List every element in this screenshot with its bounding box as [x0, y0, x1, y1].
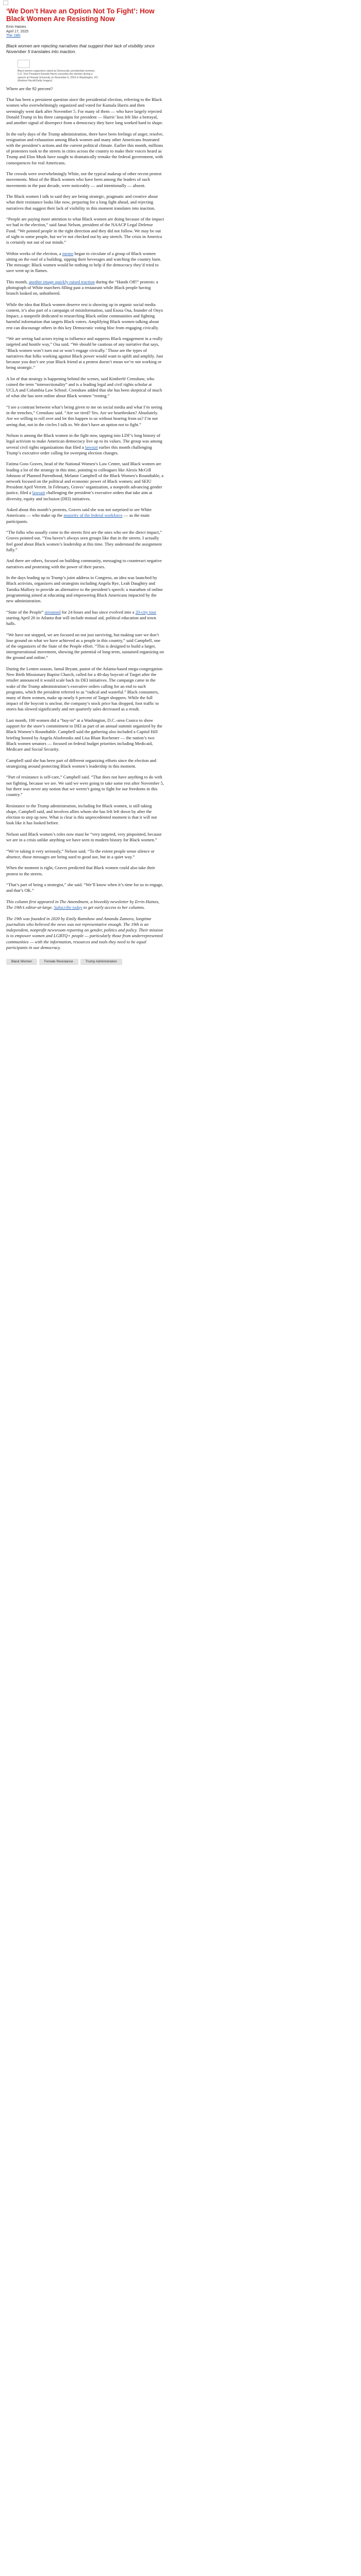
paragraph-text: during the “Hands Off!” protests: a photograph of White marchers filling past a restaurant while Black people having brunch looked on, unbothered. — [6, 279, 158, 296]
paragraph-text: for 24 hours and has since evolved into a — [60, 609, 136, 615]
paragraph-text: earlier this month challenging Trump’s executive order calling for sweeping election changes. — [6, 444, 152, 455]
byline-author: Errin Haines — [6, 25, 26, 29]
inline-link[interactable]: 20-city tour — [135, 609, 156, 615]
paragraph-text: “People are paying more attention to what Black women are doing because of the impact we had in the election,” said Janai Nelson, president of the NAACP Legal Defense Fund. “We pointed people in the right direction and they did not follow. We may be out of sight to some people, but we’re not checked out by any stretch. The crisis in America is certainly not out of our minds.” — [6, 216, 164, 245]
paragraph-text: The Black women I talk to said they are being strategic, pragmatic and creative about what their resistance looks like now, preparing for a long fight ahead, and rejecting narratives that suggest their lack of visibility in this moment translates into inaction. — [6, 194, 158, 211]
article-paragraph — [6, 609, 164, 627]
article-paragraph — [6, 899, 164, 910]
inline-link[interactable]: Subscribe today — [54, 905, 83, 910]
paragraph-text: “State of the People” — [6, 609, 45, 615]
tag-list — [6, 956, 164, 968]
article-paragraph — [6, 194, 164, 211]
article-paragraph — [6, 575, 164, 604]
article-paragraph — [6, 865, 164, 876]
article-paragraph — [6, 632, 164, 661]
article-paragraph — [6, 507, 164, 524]
paragraph-text: “Part of resistance is self-care,” Campbell said. “That does not have anything to do with not fighting, because we are. We said we were going to take some rest after November 5, but there was never any notion that we weren’t going to fight for our freedoms in this country.” — [6, 774, 164, 797]
paragraph-text: “I see a contrast between what’s being given to me on social media and what I’m seeing in the trenches,” Crenshaw said. “Are we tired? Yes. Are we heartbroken? Absolutely. Are we willing to roll over and let this happen to us without hearing from us? I’m not seeing that, not in the circles I talk to. We don’t have an option not to fight.” — [6, 404, 162, 427]
article-paragraph — [6, 171, 164, 189]
paragraph-text: “We have not stopped, we are focused on not just surviving, but making sure we don’t lose ground on what we have achieved as a people in this country,” said Campbell, one of the organizers of the State of the People effort. “This is designed to build a larger, intergenerational movement, showing the potential of long-term, sustained organizing on the ground and online.” — [6, 632, 164, 660]
paragraph-text: In the early days of the Trump administration, there have been feelings of anger, resolve, resignation and exhaustion among Black women and many other Americans frustrated with the president’s actions and the current political climate. Earlier this month, millions of protesters took to the streets in cities across the country to make their voices heard as Trump and Elon Musk have sought to dramatically remake the federal government, with consequences for real Americans. — [6, 131, 163, 165]
paragraph-text: While the idea that Black women deserve rest is showing up in organic social media content, it’s also part of a campaign of misinformation, said Esosa Osa, founder of Onyx Impact, a nonprofit dedicated to researching Black online communities and fighting harmful information that targets Black voters. Amplifying Black women talking about rest can discourage others in this key Democratic voting bloc from engaging civically. — [6, 301, 163, 330]
paragraph-text: challenging the president’s executive orders that take aim at diversity, equity and inclusion (DEI) initiatives. — [6, 490, 153, 501]
article-paragraph — [6, 336, 164, 370]
article-paragraph — [6, 666, 164, 713]
paragraph-text: Fatima Goss Graves, head of the National Women’s Law Center, said Black women are leading a lot of the strategy in this time, pointing to colleagues like Alexis McGill Johnson of Planned Parenthood, Melanie Campbell of the Black Women’s Roundtable, a network focused on the political and economic power of Black women; and SEIU President April Verrett. In February, Graves’ organization, a nonprofit advancing gender justice, filed a — [6, 461, 163, 496]
paragraph-text: to get early access to her columns. — [82, 905, 145, 910]
article-paragraph — [6, 849, 164, 860]
broken-image-icon — [3, 1, 8, 5]
article-title: ‘We Don’t Have an Option Not To Fight’: How Black Women Are Resisting Now — [6, 7, 155, 23]
paragraph-text: Nelson is among the Black women in the fight now, tapping into LDF’s long history of legal activism to make American democracy live up to its values. The group was among several civil rights organizations that filed a — [6, 433, 162, 450]
paragraph-text: Campbell said she has been part of different organizing efforts since the election and strategizing around protecting Black women’s leadership in this moment. — [6, 757, 156, 769]
paragraph-text: Last month, 100 women did a “buy-in” at a Washington, D.C.-area Costco to show support for the store’s commitment to DEI as part of an annual summit organized by the Black Women’s Roundtable. Campbell said the gathering also included a Capitol Hill briefing hosted by Angela Alsobrooks and Lisa Blunt Rochester — the nation’s two Black women senators — focused on federal budget priorities including Medicaid, Medicare and Social Security. — [6, 717, 162, 752]
paragraph-text: — as the main participants. — [6, 513, 150, 524]
article-paragraph — [6, 774, 164, 798]
paragraph-text: The crowds were overwhelmingly White, not the typical makeup of other recent protest movements. Most of the Black women who have been among the leaders of such movements in the past decade, were noticeably — and intentionally — absent. — [6, 171, 162, 188]
inline-link[interactable]: memo — [62, 250, 74, 256]
article-body — [6, 86, 164, 951]
article-paragraph — [6, 86, 164, 92]
article-image — [18, 60, 30, 68]
article-paragraph — [6, 131, 164, 166]
paragraph-text: That has been a persistent question since the presidential election, referring to the Black women who overwhelmingly organized and voted for Kamala Harris and then seemingly went dark after November 5. For many of them — who have largely rejected Donald Trump in his three campaigns for president — Harris’ loss felt like a betrayal, and another signal of disrespect from a democracy they have long worked hard to shape. — [6, 97, 163, 125]
inline-link[interactable]: another image quickly raised traction — [28, 279, 95, 284]
paragraph-text: Within weeks of the election, a — [6, 250, 62, 256]
byline-date: April 17, 2025 — [6, 29, 29, 33]
paragraph-text: When the moment is right, Graves predicted that Black women could also take their protest to the streets. — [6, 865, 155, 876]
image-caption: Black women supporters stand as Democratic presidential nominee, U.S. Vice President Kamala Harris concedes the election during a speech at Howard University on November 6, 2024 in Washington, DC. (Andrew Harnik/Getty Images) — [18, 69, 99, 82]
top-bar — [0, 0, 361, 6]
tag-chip[interactable]: Black Women — [6, 959, 37, 965]
article-paragraph — [6, 97, 164, 126]
article-dek: Black women are rejecting narratives that suggest their lack of visibility since November 5 translates into inaction. — [6, 43, 155, 54]
paragraph-text: Asked about this month’s protests, Graves said she was not surprised to see White Americans — who make up the — [6, 507, 152, 518]
article-figure — [18, 60, 100, 83]
paragraph-text: This column first appeared in The Amendment, a biweekly newsletter by Errin Haines, The 19th’s editor-at-large. — [6, 899, 159, 910]
article-paragraph — [6, 461, 164, 501]
paragraph-text: Nelson said Black women’s roles now must be “very targeted, very pinpointed, because we are in a crisis unlike anything we have seen in modern history for Black women.” — [6, 831, 162, 842]
byline — [6, 25, 164, 39]
paragraph-text: And there are others, focused on building community, messaging to counteract negative narratives and protesting with the power of their purses. — [6, 558, 162, 569]
paragraph-text: In the days leading up to Trump’s joint address to Congress, an idea was launched by Black activists, organizers and strategists including Angela Rye, Leah Daughtry and Tamika Mallory to provide an alternative to the president’s speech: a marathon of online programming aimed at educating and empowering Black Americans impacted by the new administration. — [6, 575, 163, 603]
paragraph-text: starting April 26 in Atlanta that will include mutual aid, political education and town halls. — [6, 615, 156, 626]
inline-link[interactable]: majority of the federal workforce — [63, 513, 123, 518]
article-paragraph — [6, 558, 164, 569]
paragraph-text: Resistance to the Trump administration, including for Black women, is still taking shape, Campbell said, and involves allies whom she has felt left down by after the election to step up now. What is clear is this unprecedented moment is that it will not look like it has looked before. — [6, 803, 157, 826]
article-paragraph — [6, 404, 164, 428]
paragraph-text: “That’s part of being a strategist,” she said. “We’ll know when it’s time for us to engage, and that’s OK.” — [6, 882, 163, 893]
paragraph-text: During the Lenten season, Jamal Bryant, pastor of the Atlanta-based mega-congregation New Birth Missionary Baptist Church, called for a 40-day boycott of Target after the retailer announced it would scale back its DEI initiatives. The campaign came in the wake of the Trump administration’s executive orders calling for an end to such programs, which the president referred to as “radical and wasteful.” Black consumers, many of them women, make up nearly 6 percent of Target shoppers. While the full impact of the boycott is unclear, the company’s stock price has dropped, foot traffic to stores has slowed significantly and net quarterly sales decreased as a result. — [6, 666, 163, 712]
article — [6, 7, 164, 968]
article-paragraph — [6, 916, 164, 951]
inline-link[interactable]: lawsuit — [32, 490, 45, 496]
article-paragraph — [6, 216, 164, 245]
article-paragraph — [6, 882, 164, 893]
tag-chip[interactable]: Trump Administration — [80, 959, 122, 965]
paragraph-text: began to circulate of a group of Black women sitting on the roof of a building, sipping their beverages and watching the country burn. The message: Black women would be nothing to help if the democracy they’d tried to save went up in flames. — [6, 250, 161, 274]
inline-link[interactable]: lawsuit — [85, 444, 98, 450]
article-paragraph — [6, 832, 164, 843]
paragraph-text: This month, — [6, 279, 29, 284]
article-paragraph — [6, 279, 164, 297]
article-paragraph — [6, 758, 164, 769]
paragraph-text: “The folks who usually come to the streets first are the ones who see the direct impact,” Graves pointed out. “You haven’t always seen groups like that in the streets. I actually feel good about Black women’s leadership at this time. They understand the assignment fully.” — [6, 530, 162, 552]
article-paragraph — [6, 302, 164, 331]
inline-link[interactable]: streamed — [44, 609, 61, 615]
paragraph-text: A lot of that strategy is happening behind the scenes, said Kimberlé Crenshaw, who coined the term “intersectionality” and is a leading legal and civil rights scholar at UCLA and Columbia Law School. Crenshaw added that she has been skeptical of much of what she has seen online about Black women “resting.” — [6, 376, 162, 399]
article-paragraph — [6, 803, 164, 826]
paragraph-text: Where are the 92 percent? — [6, 86, 53, 91]
article-paragraph — [6, 376, 164, 399]
article-paragraph — [6, 433, 164, 456]
paragraph-text: “We are seeing bad actors trying to influence and suppress Black engagement in a really targeted and hostile way,” Osa said. “We should be cautious of any narrative that says, ‘Black women won’t turn out or won’t engage civically.’ Those are the types of narratives that folks working against Black power would want to uplift and amplify. Just because you don’t see your Black friend at a protest doesn’t mean we’re not working or being strategic.” — [6, 336, 163, 370]
tag-chip[interactable]: Female Resistance — [39, 959, 78, 965]
article-paragraph — [6, 718, 164, 752]
article-paragraph — [6, 251, 164, 274]
article-paragraph — [6, 530, 164, 553]
paragraph-text: “We’re taking it very seriously,” Nelson said. “To the extent people sense silence or absence, those messages are being used to good use, but in a quiet way.” — [6, 848, 155, 859]
byline-outlet-link[interactable]: The 19th — [6, 34, 21, 38]
paragraph-text: The 19th was founded in 2020 by Emily Ramshaw and Amanda Zamora, longtime journalists who believed the news was not representative enough. The 19th is an independent, nonprofit newsroom reporting on gender, politics and policy. Their mission is to empower women and LGBTQ+ people — particularly those from underrepresented communities — with the information, resources and tools they need to be equal participants in our democracy. — [6, 916, 163, 950]
